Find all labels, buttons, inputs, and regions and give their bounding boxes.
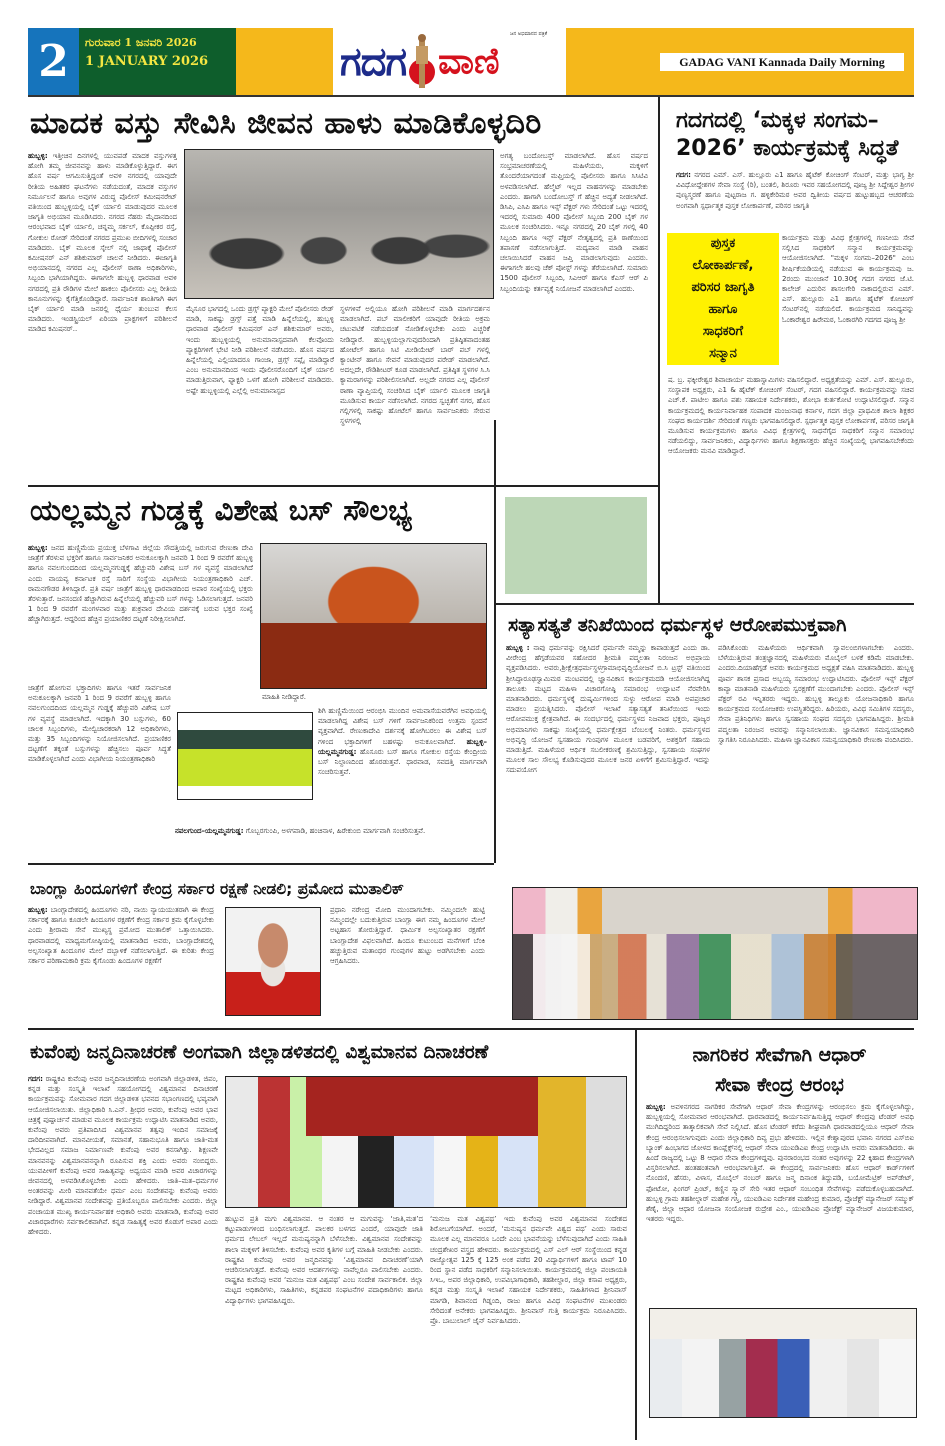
logo-vani-text: ವಾಣಿ [438,40,500,82]
column-rule [658,97,660,603]
article-text: ಇತ್ತೀಚಿನ ದಿನಗಳಲ್ಲಿ ಯುವಪಡೆ ಮಾದಕ ವಸ್ತುಗಳತ್ತ ಹೋಗಿ ತಮ್ಮ ಜೀವನವನ್ನು ಹಾಳು ಮಾಡಿಕೊಳ್ಳುತ್ತಿದ್ದಾರೆ. ಈಗ ಹೊಸ ವರ್ಷ ಆಗಮಿಸುತ್ತಿದ್ದಂತೆ ಅವಳಿ ನಗರದಲ್ಲಿ ಯಾವುದೇ ರೀತಿಯ ಅಹಿತಕರ ಘಟನೆಗಳು ನಡೆಯದಂತೆ, ಮಾದಕ ವಸ್ತುಗಳ ನಿರ್ಮೂಲನೆ ಹಾಗೂ ಅವುಗಳ ವಿರುದ್ಧ ಪೊಲೀಸ್ ಕಮೀಷನರೇಟ್ ವತಿಯಿಂದ ಹುಬ್ಬಳ್ಳಿಯಲ್ಲಿ ಬೈಕ್ ರ್ಯಾಲಿ ಮಾಡುವುದರ ಮೂಲಕ ಜಾಗೃತಿ ಅಭಿಯಾನ ಮೂಡಿಸಿದರು. ನಗರದ ನೆಹರು ಮೈದಾನದಿಂದ ಆರಂಭವಾದ ಬೈಕ್ ರ್ಯಾಲಿ, ಚನ್ನಮ್ಮ ಸರ್ಕಲ್, ಕೊಪ್ಪೀಕರ ರಸ್ತೆ, ಗೋಕುಲ ರೋಡ್ ಸೇರಿದಂತೆ ನಗರದ ಪ್ರಮುಖ ಬೀದಿಗಳಲ್ಲಿ ಸಂಚಾರ ಮಾಡಿದರು. ಬೈಕ್ ಮೂಲಕ ಸ್ಕೇಲ್ ನಲ್ಲಿ ಜಾಥಾಕ್ಕೆ ಪೊಲೀಸ್ ಕಮೀಷನರ್ ಎನ್ ಶಶಿಕುಮಾರ್ ಚಾಲನೆ ನೀಡಿದರು. ಈಜಾಗೃತಿ ಅಭಿಯಾನದಲ್ಲಿ ನಗರದ ಎಲ್ಲ ಪೊಲೀಸ್ ಠಾಣಾ ಅಧಿಕಾರಿಗಳು, ಸಿಬ್ಬಂದಿ ಭಾಗಿಯಾಗಿದ್ದರು. ಈಗಾಗಲೇ ಹುಬ್ಬಳ್ಳಿ ಧಾರವಾಡ ಅವಳಿ ನಗರದಲ್ಲಿ ಪ್ರತಿ ರೌಡಿಗಳ ಮೇಲೆ ಹಾಕಲು ಪೊಲೀಸರು ಎಲ್ಲ ರೀತಿಯ ಕಾನೂನುಗಳನ್ನು ಕೈಗೆತ್ತಿಕೊಂಡಿದ್ದಾರೆ. ಸಾರ್ವಜನಿಕ ಶಾಂತಿಗಾಗಿ ಈಗ ಬೈಕ್ ರ್ಯಾಲಿ ಮಾಡಿ ಜನರಲ್ಲಿ ಧೈರ್ಯ ತುಂಬುವ ಕೆಲಸ ಮಾಡಿದರು. ಇಂಡಸ್ಟ್ರಿಯಲ್ ಏರಿಯಾ ಪ್ರಾಕ್ಟಗಳಿಗೆ ಪರಿಶೀಲನೆ ಮಾಡಿದ ಕಮಿಷನರ್.. [28,152,177,334]
yallamma-col-1b: ಜಾತ್ರೆಗೆ ಹೋಗುವ ಭಕ್ತಾದಿಗಳು ಹಾಗೂ ಇತರೆ ಸಾರ್ವಜನಿಕ ಅನುಕೂಲಕ್ಕಾಗಿ ಜನವರಿ 1 ರಿಂದ 9 ರವರೆಗೆ ಹುಬ್ಬಳ್ಳಿ ಹಾಗೂ ನವಲಗುಂದದಿಂದ ಯಲ್ಲಮ್ಮನ ಗುಡ್ಡಕ್ಕೆ ಹೆಚ್ಚುವರಿ ವಿಶೇಷ ಬಸ್ ಗಳ ವ್ಯವಸ್ಥೆ ಮಾಡಲಾಗಿದೆ. ಇದಕ್ಕಾಗಿ 30 ಬಸ್ಸುಗಳು, 60 ಚಾಲಕ ಸಿಬ್ಬಂದಿಗಳು, ಮೇಲ್ವಿಚಾರಕರಾಗಿ 12 ಅಧಿಕಾರಿಗಳು, ಮತ್ತು 35 ಸಿಬ್ಬಂದಿಗಳನ್ನು ನಿಯೋಜಿಸಲಾಗಿದೆ. ಪ್ರಯಾಣಿಕರ ದಟ್ಟಣೆಗೆ ತಕ್ಕಂತೆ ಬಸ್ಸುಗಳನ್ನು ಹೆಚ್ಚಿಸಲು ಪೂರ್ವ ಸಿದ್ಧತೆ ಮಾಡಿಕೊಳ್ಳಲಾಗಿದೆ ಎಂದು ವಿಭಾಗೀಯ ನಿಯಂತ್ರಣಾಧಿಕಾರಿ [28,684,171,764]
highlight-line: ಹಾಗೂ [708,302,738,317]
article-text: ಗೊಬ್ಬರಗುಂಪಿ, ಅಳಗವಾಡಿ, ಹಂಚಿನಾಳ, ಹಿರೇಕುಂಬಿ ಮಾರ್ಗವಾಗಿ ಸಂಚರಿಸುತ್ತವೆ. [245,827,426,835]
dateline: ಹುಬ್ಬಳ್ಳಿ : [506,644,530,652]
aadhar-body [646,1102,914,1302]
advertisement-placeholder [505,497,647,594]
route-label: ನವಲಗುಂದ–ಯಲ್ಲಮ್ಮನಗುಡ್ಡ: [175,827,244,835]
kuvempu-col-1 [28,1074,218,1440]
dateline: ಹುಬ್ಬಳ್ಳಿ: [646,1103,666,1111]
section-rule [494,603,914,605]
headline-makkala-sangama [676,107,898,163]
makkala-rest: ಷ. ಬ್ರ. ಫಕ್ಕೀರೇಶ್ವರ ಶಿವಾಚಾರ್ಯ ಮಹಾಸ್ವಾಮಿಗಳು ವಹಿಸಲಿದ್ದಾರೆ. ಅಧ್ಯಕ್ಷತೆಯನ್ನು ಎಮ್. ಎಸ್. ಹುಲ್ಲೂರು, ಸಂಸ್ಥಾಪಕ ಅಧ್ಯಕ್ಷರು, ಎ1 & ಹೈಟೆಕ್ ಕೋಚಿಂಗ್ ಸೆಂಟರ್, ಗದಗ ವಹಿಸಲಿದ್ದಾರೆ. ಕಾರ್ಯಕ್ರಮವನ್ನು ಸಚಿವ ಎಚ್.ಕೆ. ಪಾಟೀಲ ಹಾಗೂ ಪಶು ಸಹಾಯಕ ನಿರ್ದೇಶಕರು, ಶೋಭಾ ಕುರ್ತಕೋಟಿ ಉದ್ಘಾಟಿಸಲಿದ್ದಾರೆ. ಸನ್ಮಾನ ಕಾರ್ಯಕ್ರಮದಲ್ಲಿ ಕಾರ್ಯನಿರ್ವಾಹಕ ಸಂಪಾದಕ ಮಂಜುನಾಥ ಕರ್ನಾಳ, ಗದಗ ಜಿಲ್ಲಾ ಪ್ರಾಥಮಿಕ ಶಾಲಾ ಶಿಕ್ಷಕರ ಸಂಘದ ಕಾರ್ಯದರ್ಶಿ ಸೇರಿದಂತೆ ಗಣ್ಯರು ಭಾಗವಹಿಸಲಿದ್ದಾರೆ. ಸ್ಪರ್ಧಾತ್ಮಕ ಪುಸ್ತಕ ಲೋಕಾರ್ಪಣೆ, ಪರಿಸರ ಜಾಗೃತಿ ಮೂಡಿಸುವ ಕಾರ್ಯಕ್ರಮಗಳು ಹಾಗೂ ವಿವಿಧ ಕ್ಷೇತ್ರಗಳಲ್ಲಿ ಸಾಧನೆಗೈದ ಸಾಧಕರಿಗೆ ಸನ್ಮಾನ ಸಮಾರಂಭ ನಡೆಯಲಿದ್ದು, ಸಾರ್ವಜನಿಕರು, ವಿದ್ಯಾರ್ಥಿಗಳು ಹಾಗೂ ಶಿಕ್ಷಣಾಸಕ್ತರು ಹೆಚ್ಚಿನ ಸಂಖ್ಯೆಯಲ್ಲಿ ಭಾಗವಹಿಸಬೇಕೆಂದು ಆಯೋಜಕರು ಮನವಿ ಮಾಡಿದ್ದಾರೆ. [668,376,914,456]
dharmasthala-col-2: ಪಡಿಸಿಕೊಂಡು ಮಹಿಳೆಯರು ಆರ್ಥಿಕವಾಗಿ ಸ್ವಾವಲಂಬಿಗಳಾಗಬೇಕು ಎಂದರು. ಬೆಳೆಯುತ್ತಿರುವ ತಂತ್ರಜ್ಞಾನದಲ್ಲಿ ಮಹಿಳೆಯರು ಮೊಬೈಲ್ ಬಳಕೆ ಕಡಿಮೆ ಮಾಡಬೇಕು. ಎಂದರು.ದಿಯಾಹೆಗ್ಗಡೆ ಅವರು ಕಾರ್ಯಕ್ರಮದ ಅಧ್ಯಕ್ಷತೆ ವಹಿಸಿ ಮಾತನಾಡಿದರು. ಹುಬ್ಬಳ್ಳಿ ಪೂರ್ವ ಶಾಸಕ ಪ್ರಸಾದ ಅಬ್ಬಯ್ಯ ಸಮಾರಂಭ ಉದ್ಘಾಟಿಸಿದರು. ಪೊಲೀಸ್ ಇನ್ಸ್ ಪೆಕ್ಟರ್ ಕಾವ್ಯಾ ಮಾತನಾಡಿ ಮಹಿಳೆಯರು ಸ್ವರಕ್ಷಣೆಗೆ ಮುಂದಾಗಬೇಕು ಎಂದರು. ಪೊಲೀಸ್ ಇನ್ಸ್ ಪೆಕ್ಟರ್ ರವಿ ಇನ್ನಿತರರು ಇದ್ದರು. ಹುಬ್ಬಳ್ಳಿ ತಾಲ್ಲೂಕು ಯೋಜನಾಧಿಕಾರಿ ಹಾಗೂ ಕಾರ್ಯಕ್ರಮದ ಸಂಯೋಜಕರು ಉಪಸ್ಥಿತರಿದ್ದರು. ಹಿರಿಯರು, ವಿವಿಧ ಸಮಿತಿಗಳ ಸದಸ್ಯರು, ಸೇವಾ ಪ್ರತಿನಿಧಿಗಳು ಹಾಗೂ ಸ್ವಸಹಾಯ ಸಂಘದ ಸದಸ್ಯರು ಭಾಗವಹಿಸಿದ್ದರು. ಶ್ರೀಮತಿ ಪದ್ಮಲತಾ ನಿರಂಜನ ಅವರನ್ನು ಸನ್ಮಾನಿಸಲಾಯಿತು. ಜ್ಞಾನವಿಕಾಸ ಸಮನ್ವಯಾಧಿಕಾರಿ ಸ್ವಾಗತಿಸಿ ನಿರೂಪಿಸಿದರು. ಮಹಿಳಾ ಜ್ಞಾನವಿಕಾಸ ಸಮನ್ವಯಾಧಿಕಾರಿ ರೇಣುಕಾ ವಂದಿಸಿದರು. [718,644,914,744]
highlight-line: ಲೋಕಾರ್ಪಣೆ, [692,258,754,273]
makkala-side: ಕಾರ್ಯಕ್ರಮ ಮತ್ತು ವಿವಿಧ ಕ್ಷೇತ್ರಗಳಲ್ಲಿ ಗಣನೀಯ ಸೇವೆ ಸಲ್ಲಿಸಿದ ಸಾಧಕರಿಗೆ ಸನ್ಮಾನ ಕಾರ್ಯಕ್ರಮವನ್ನು ಆಯೋಜಿಸಲಾಗಿದೆ. "ಮಕ್ಕಳ ಸಂಗಮ–2026" ಎಂಬ ಶೀರ್ಷಿಕೆಯಡಿಯಲ್ಲಿ ನಡೆಯುವ ಈ ಕಾರ್ಯಕ್ರಮವು ಜ. 2ರಂದು ಮುಂಜಾನೆ 10.30ಕ್ಕೆ ಗದಗ ನಗರದ ಜೆ.ಟಿ. ಕಾಲೇಜ್ ಎದುರಿನ ಶಾಸಲಗೇರಿ ನಾಕಾದಲ್ಲಿರುವ ಎಮ್. ಎಸ್. ಹುಲ್ಲೂರು ಎ1 ಹಾಗೂ ಹೈಟೆಕ್ ಕೋಚಿಂಗ್ ಸೆಂಟರ್‌ನಲ್ಲಿ ನಡೆಯಲಿದೆ. ಕಾರ್ಯಕ್ರಮದ ಸಾನಿಧ್ಯವನ್ನು ಓಂಕಾರೇಶ್ವರ ಹಿರೇಮಠ, ಓಂಕಾರಗಿರಿ ಗದಗದ ಪೂಜ್ಯ ಶ್ರೀ [782,234,914,324]
article-text: ಬಾಂಗ್ಲಾದೇಶದಲ್ಲಿ ಹಿಂದೂಗಳು ನರಿ, ನಾಯಿ ನ್ಯಾಯಯುತರಾಗಿ ಈ ಕೇಂದ್ರ ಸರ್ಕಾರಕ್ಕೆ ಹಾಗೂ ಕೂಡಲೇ ಹಿಂದೂಗಳ ರಕ್ಷಣೆಗೆ ಕೇಂದ್ರ ಸರ್ಕಾರ ಕ್ರಮ ಕೈಗೊಳ್ಳಬೇಕು ಎಂದು ಶ್ರೀರಾಮ ಸೇನೆ ಮುಖ್ಯಸ್ಥ ಪ್ರಮೋದ ಮುತಾಲಿಕ್ ಒತ್ತಾಯಿಸಿದರು. ಧಾರವಾಡದಲ್ಲಿ ಮಾಧ್ಯಮಗೋಷ್ಠಿಯಲ್ಲಿ ಮಾತನಾಡಿದ ಅವರು, ಬಾಂಗ್ಲಾದೇಶದಲ್ಲಿ ಅಲ್ಪಸಂಖ್ಯಾತ ಹಿಂದೂಗಳ ಮೇಲೆ ದಬ್ಬಾಳಿಕೆ ನಡೆಸಲಾಗುತ್ತಿದೆ. ಈ ಕುರಿತು ಕೇಂದ್ರ ಸರ್ಕಾರ ಪರಿಣಾಮಕಾರಿ ಕ್ರಮ ಕೈಗೊಂಡು ಹಿಂದೂಗಳ ರಕ್ಷಣೆಗೆ [28,906,214,966]
page-number: 2 [28,28,79,95]
dateline: ಹುಬ್ಬಳ್ಳಿ: [28,544,48,552]
drugs-col-1 [28,151,177,451]
headline-bangla-hindus: ಬಾಂಗ್ಲಾ ಹಿಂದೂಗಳಿಗೆ ಕೇಂದ್ರ ಸರ್ಕಾರ ರಕ್ಷಣೆ ನೀಡಲಿ; ಪ್ರಮೋದ ಮುತಾಲಿಕ್ [30,880,404,898]
statue-icon [408,32,436,92]
headline-yallamma-bus: ಯಲ್ಲಮ್ಮನ ಗುಡ್ಡಕ್ಕೆ ವಿಶೇಷ ಬಸ್ ಸೌಲಭ್ಯ [30,493,413,527]
headline-line: ಗದಗದಲ್ಲಿ ‘ಮಕ್ಕಳ ಸಂಗಮ– [676,108,879,133]
date-kannada: ಗುರುವಾರ 1 ಜನವರಿ 2026 [85,36,197,49]
dateline: ಗದಗ: [676,171,691,179]
photo-caption: ಮಾಹಿತಿ ನೀಡಿದ್ದಾರೆ. [262,693,307,701]
drugs-col-4: ಅಗತ್ಯ ಬಂದೋಬಸ್ತ್ ಮಾಡಲಾಗಿದೆ. ಹೊಸ ವರ್ಷದ ಸಂಭ್ರಮಾಚರಣೆಯಲ್ಲಿ ಮಹಿಳೆಯರು, ಮಕ್ಕಳಿಗೆ ತೊಂದರೆಯಾಗದಂತೆ ಮಫ್ತಿಯಲ್ಲಿ ಪೊಲೀಸರು ಹಾಗೂ ಸಿಸಿಟಿವಿ ಅಳವಡಿಸಲಾಗಿದೆ. ಹೆಲ್ಮೆಟ್ ಇಲ್ಲದ ವಾಹನಗಳನ್ನು ಮಾಡಬೇಕು ಎಂದರು. ಹಾಗಾಗಿ ಬಂದೋಬಸ್ತ್ ಗೆ ಹೆಚ್ಚಿನ ಅದ್ಯತೆ ನೀಡಲಾಗಿದೆ. ಡಿಸಿಪಿ, ಎಸಿಪಿ ಹಾಗೂ ಇನ್ಸ್ ಪೆಕ್ಟರ್ ಗಳು ಸೇರಿದಂತೆ ಒಟ್ಟು ಇದರಲ್ಲಿ ಇದರಲ್ಲಿ ಸುಮಾರು 400 ಪೊಲೀಸ್ ಸಿಬ್ಬಂದಿ 200 ಬೈಕ್ ಗಳ ಮೂಲಕ ಸಂಚರಿಸಿದರು. ಇನ್ನೂ ನಗರದಲ್ಲಿ 20 ಬೈಕ್ ಗಳಲ್ಲಿ 40 ಸಿಬ್ಬಂದಿ ಹಾಗೂ ಇನ್ಸ್ ಪೆಕ್ಟರ್ ನೇತೃತ್ವದಲ್ಲಿ ಪ್ರತಿ ಠಾಣೆಯಿಂದ ತಪಾಸಣೆ ನಡೆಸಲಾಗುತ್ತಿದೆ. ಮದ್ಯಪಾನ ಮಾಡಿ ವಾಹನ ಚಲಾಯಿಸಿದರೆ ವಾಹನ ಜಪ್ತಿ ಮಾಡಲಾಗುವುದು ಎಂದರು. ಈಗಾಗಲೇ ಹಲವು ಚೆಕ್ ಪೋಸ್ಟ್ ಗಳನ್ನು ತೆರೆಯಲಾಗಿದೆ. ಸುಮಾರು 1500 ಪೊಲೀಸ್ ಸಿಬ್ಬಂದಿ, ಸಿಎಆರ್ ಹಾಗೂ ಕೆಎಸ್ ಆರ್ ಪಿ ಸಿಬ್ಬಂದಿಯನ್ನು ಕರ್ತವ್ಯಕ್ಕೆ ನಿಯೋಜನೆ ಮಾಡಲಾಗಿದೆ ಎಂದರು. [500,152,648,293]
route-label: ಹುಬ್ಬಳ್ಳಿ–ಯಲ್ಲಮ್ಮನಗುಡ್ಡ: [318,737,487,756]
photo-kuvempu-event [225,1076,627,1208]
logo-gadaga-text: ಗದಗ [340,38,407,85]
section-rule [28,485,494,487]
headline-line: ಸೇವಾ ಕೇಂದ್ರ ಆರಂಭ [715,1074,844,1096]
kuvempu-col-2: ಹುಟ್ಟುವ ಪ್ರತಿ ಮಗು ವಿಶ್ವಮಾನವ. ಆ ನಂತರ ಆ ಮಗುವನ್ನು ‘ಜಾತಿ,ಮತ’ದ ಕಟ್ಟುಪಾಡುಗಳಿಂದ ಬಂಧಿಸಲಾಗುತ್ತದೆ. ಪಾಲಕರ ಬಳಗದ ಎಂದರೆ, ಯಾವುದೇ ಜಾತಿ ಧರ್ಮದ ಲೇಬಲ್ ಇಲ್ಲದೆ ಮನುಷ್ಯನನ್ನಾಗಿ ಬೆಳೆಸಬೇಕು. ವಿಶ್ವಮಾನವ ಸಂದೇಶವನ್ನು ಶಾಲಾ ಮಕ್ಕಳಿಗೆ ತಿಳಿಸಬೇಕು. ಕುವೆಂಪು ಅವರ ಕೃತಿಗಳ ಬಗ್ಗೆ ಮಾಹಿತಿ ನೀಡಬೇಕು ಎಂದರು. ರಾಷ್ಟ್ರಕವಿ ಕುವೆಂಪು ಅವರ ಜನ್ಮದಿನವನ್ನು ‘ವಿಶ್ವಮಾನವ ದಿನಾಚರಣೆ’ಯಾಗಿ ಆಚರಿಸಲಾಗುತ್ತದೆ. ಕುವೆಂಪು ಅವರ ಆದರ್ಶಗಳನ್ನು ನಾವೆಲ್ಲರೂ ಪಾಲಿಸಬೇಕು ಎಂದರು. ರಾಷ್ಟ್ರಕವಿ ಕುವೆಂಪು ಅವರ ‘ಮನುಜ ಮತ ವಿಶ್ವಪಥ’ ಎಂಬ ಸಂದೇಶ ಸಾರ್ವಕಾಲಿಕ. ಜಿಲ್ಲಾ ಮಟ್ಟದ ಅಧಿಕಾರಿಗಳು, ಸಾಹಿತಿಗಳು, ಕನ್ನಡಪರ ಸಂಘಟನೆಗಳ ಪದಾಧಿಕಾರಿಗಳು ಹಾಗೂ ವಿದ್ಯಾರ್ಥಿಗಳು ಭಾಗವಹಿಸಿದ್ದರು. [225,1215,423,1305]
column-rule [494,420,496,485]
photo-bus [177,712,313,800]
article-text: ಹೊಸೂರು ಬಸ್ ಹಾಗೂ ಗೋಕುಲ ರಸ್ತೆಯ ಕೇಂದ್ರೀಯ ಬಸ್ ನಿಲ್ದಾಣದಿಂದ ಹೊರಡುತ್ತವೆ. ಧಾರವಾಡ, ಸವದತ್ತಿ ಮಾರ್ಗವಾಗಿ ಸಂಚರಿಸುತ್ತವೆ. [318,747,487,777]
makkala-lead [676,170,914,232]
article-text: ಜನದ ಹುಣ್ಣಿಮೆಯ ಪ್ರಯುಕ್ತ ಬೆಳಗಾವಿ ಜಿಲ್ಲೆಯ ಸೌದತ್ತಿಯಲ್ಲಿ ಜರುಗುವ ರೇಣುಕಾ ದೇವಿ ಜಾತ್ರೆಗೆ ತೆರಳುವ ಭಕ್ತರಿಗೆ ಹಾಗೂ ಸಾರ್ವಜನಿಕರ ಅನುಕೂಲಕ್ಕಾಗಿ ಜನವರಿ 1 ರಿಂದ 9 ರವರೆಗೆ ಹುಬ್ಬಳ್ಳಿ ಹಾಗೂ ನವಲಗುಂದದಿಂದ ಯಲ್ಲಮ್ಮನಗುಡ್ಡಕ್ಕೆ ಹೆಚ್ಚುವರಿ ವಿಶೇಷ ಬಸ್ ಗಳ ವ್ಯವಸ್ಥೆ ಮಾಡಲಾಗಿದೆ ಎಂದು ವಾಯವ್ಯ ಕರ್ನಾಟಕ ರಸ್ತೆ ಸಾರಿಗೆ ಸಂಸ್ಥೆಯ ವಿಭಾಗೀಯ ನಿಯಂತ್ರಣಾಧಿಕಾರಿ ಎಚ್. ರಾಮನಗೌಡರ ತಿಳಿಸಿದ್ದಾರೆ. ಪ್ರತಿ ವರ್ಷ ಜಾತ್ರೆಗೆ ಹುಬ್ಬಳ್ಳಿ ಧಾರವಾಡದಿಂದ ಅಪಾರ ಸಂಖ್ಯೆಯಲ್ಲಿ ಭಕ್ತರು ತೆರಳುತ್ತಾರೆ. ಜನಸಂದಣಿ ಹೆಚ್ಚಾಗಿರುವ ಹಿನ್ನೆಲೆಯಲ್ಲಿ ಹೆಚ್ಚುವರಿ ಬಸ್ ಗಳನ್ನು ಓಡಿಸಲಾಗುತ್ತದೆ. ಜನವರಿ 1 ರಿಂದ 9 ರವರೆಗೆ ಮಂಗಳವಾರ ಮತ್ತು ಶುಕ್ರವಾರ ದೇವಿಯ ದರ್ಶನಕ್ಕೆ ಬರುವ ಭಕ್ತರ ಸಂಖ್ಯೆ ಹೆಚ್ಚಾಗಿರುತ್ತದೆ. ಆದ್ದರಿಂದ ಹೆಚ್ಚಿನ ಪ್ರಯಾಣಿಕರ ದಟ್ಟಣೆ ನಿರೀಕ್ಷಿಸಲಾಗಿದೆ. [28,544,253,624]
highlight-box [667,233,779,365]
article-text: ಅವಳಿನಗರದ ನಾಗರಿಕರ ಸೇವೆಗಾಗಿ ಆಧಾರ್ ಸೇವಾ ಕೇಂದ್ರಗಳನ್ನು ಆರಂಭಿಸಲು ಕ್ರಮ ಕೈಗೊಳ್ಳಲಾಗಿದ್ದು, ಹುಬ್ಬಳ್ಳಿಯಲ್ಲಿ ಸೋಮವಾರ ಆರಂಭವಾಗಿದೆ. ಧಾರವಾಡದಲ್ಲಿ ಕಾರ್ಯನಿರ್ವಹಿಸುತ್ತಿದ್ದ ಆಧಾರ್ ಕೇಂದ್ರವು ಟೆಂಡರ್ ಅವಧಿ ಮುಗಿದಿದ್ದರಿಂದ ತಾತ್ಕಾಲಿಕವಾಗಿ ಸೇವೆ ನಿಲ್ಲಿಸಿದೆ. ಹೊಸ ಟೆಂಡರ್ ಕರೆದು ಶೀಘ್ರವಾಗಿ ಧಾರವಾಡದಲ್ಲಿಯೂ ಆಧಾರ್ ಸೇವಾ ಕೇಂದ್ರ ಆರಂಭಿಸಲಾಗುವುದು ಎಂದು ಜಿಲ್ಲಾಧಿಕಾರಿ ದಿವ್ಯ ಪ್ರಭು ಹೇಳಿದರು. ಇಲ್ಲಿನ ಕೇಶ್ವಾಪುರದ ಭವಾನಿ ನಗರದ ಎಸ್‌ಬಿಐ ಬ್ಯಾಂಕ್ ಹಿಂಭಾಗದ ಜೋಳದ ಕಾಂಪ್ಲೆಕ್ಸ್‌ನಲ್ಲಿ ಆಧಾರ್ ಸೇವಾ ಯುಐಡಿಎಐ ಕೇಂದ್ರ ಉದ್ಘಾಟಿಸಿ ಅವರು ಮಾತನಾಡಿದರು. ಈ ಹಿಂದೆ ರಾಜ್ಯದಲ್ಲಿ ಒಟ್ಟು 8 ಆಧಾರ ಸೇವಾ ಕೇಂದ್ರಗಳಿದ್ದವು. ಪುನರಾರಂಭದ ನಂತರ ಅವುಗಳನ್ನು 22 ಕ್ಕಿಹಾದ ಕೇಂದ್ರಗಳಾಗಿ ವಿಸ್ತರಿಸಲಾಗಿದೆ. ಹಂತಹಂತವಾಗಿ ಆರಂಭವಾಗುತ್ತಿವೆ. ಈ ಕೇಂದ್ರದಲ್ಲಿ ಸಾರ್ವಜನಿಕರು ಹೊಸ ಆಧಾರ್ ಕಾರ್ಡ್‌ಗಳಿಗೆ ನೊಂದಣಿ, ಹೆಸರು, ವಿಳಾಸ, ಮೊಬೈಲ್ ನಂಬರ್ ಹಾಗೂ ಜನ್ಮ ದಿನಾಂಕ ತಿದ್ದುಪಡಿ, ಬಯೋಮೆಟ್ರಿಕ್ ಅಪ್‌ಡೇಟ್, ಫೋಟೋ, ಫಿಂಗರ್ ಪ್ರಿಂಟ್, ಕಣ್ಣಿನ ಸ್ಕ್ಯಾನ್ ಸೇರಿ ಇತರ ಆಧಾರ್ ಸಂಬಂಧಿತ ಸೇವೆಗಳನ್ನು ಪಡೆದುಕೊಳ್ಳಬಹುದಾಗಿದೆ. ಹುಬ್ಬಳ್ಳಿ ಗ್ರಾಮ ತಹಶೀಲ್ದಾರ್ ಮಹೇಶ ಗಸ್ತಿ, ಯುಐಡಿಎಐ ನಿರ್ದೇಶಕ ಮಹೇಂದ್ರ ಕುಮಾರ, ಪ್ರೊಜೆಕ್ಟ್ ಮ್ಯಾನೇಜರ್ ಸಮ್ಮುಕ್ ಶೆಣೈ, ಜಿಲ್ಲಾ ಆಧಾರ ಯೋಜನಾ ಸಂಯೋಜಕ ರುದ್ರೇಶ ಎಂ., ಯುಐಡಿಎಐ ಪ್ರೊಜೆಕ್ಟ್ ಮ್ಯಾನೇಜರ್ ವಿಜಯಕುಮಾರ, ಇತರರು ಇದ್ದರು. [646,1103,914,1224]
section-rule [28,1028,914,1030]
kuvempu-col-3: ‘ಮನುಜ ಮತ ವಿಶ್ವಪಥ’ ಇದು ಕುವೆಂಪು ಅವರ ವಿಶ್ವಮಾನವ ಸಂದೇಶದ ಶಿರೋಬಗೆಯಾಗಿದೆ. ಅಂದರೆ, ‘ಮನುಷ್ಯನ ಧರ್ಮವೇ ವಿಶ್ವದ ಪಥ’ ಎಂದು ಸಾರುವ ಮೂಲಕ ಎಲ್ಲ ಮಾನವರೂ ಒಂದೇ ಎಂಬ ಭಾವನೆಯನ್ನು ಬೆಳೆಸುವುದಾಗಿದೆ ಎಂದು ಸಾಹಿತಿ ಚಂದ್ರಶೇಖರ ವಸ್ತ್ರದ ಹೇಳಿದರು. ಕಾರ್ಯಕ್ರಮದಲ್ಲಿ ಎಸ್ ಎಲ್ ಆರ್ ಸಂಸ್ಥೆಯಿಂದ ಕನ್ನಡ ರಾಜ್ಯೋತ್ಸವ 125 ಕ್ಕೆ 125 ಅಂಕ ಪಡೆದ 20 ವಿದ್ಯಾರ್ಥಿಗಳಿಗೆ ಹಾಗೂ ಟಾಪ್ 10 ರಿಂದ ಸ್ಥಾನ ಪಡೆದ ಸಾಧಕರಿಗೆ ಸನ್ಮಾನಿಸಲಾಯಿತು. ಕಾರ್ಯಕ್ರಮದಲ್ಲಿ ಜಿಲ್ಲಾ ಪಂಚಾಯತಿ ಸಿಇಒ, ಅಪರ ಜಿಲ್ಲಾಧಿಕಾರಿ, ಉಪವಿಭಾಗಾಧಿಕಾರಿ, ತಹಶೀಲ್ದಾರ, ಜಿಲ್ಲಾ ಕಸಾಪ ಅಧ್ಯಕ್ಷರು, ಕನ್ನಡ ಮತ್ತು ಸಂಸ್ಕೃತಿ ಇಲಾಖೆ ಸಹಾಯಕ ನಿರ್ದೇಶಕರು, ಸಾಹಿತಿಗಳಾದ ಶ್ರೀನಿವಾಸ್ ಮಾಗಡಿ, ಶಿವಾನಂದ ಗಿಡ್ನಂದಿ, ರಾಜು ಹಾಗೂ ವಿವಿಧ ಸಂಘಟನೆಗಳ ಮುಖಂಡರು ಸೇರಿದಂತೆ ಅನೇಕರು ಭಾಗವಹಿಸಿದ್ದರು. ಶ್ರೀನಿವಾಸ್ ಗುತ್ತಿ ಕಾರ್ಯಕ್ರಮ ನಿರೂಪಿಸಿದರು. ಪ್ರೊ. ಬಾಬುಲಾಲ್ ಜೈನ್ ನಿರ್ವಹಿಸಿದರು. [430,1215,627,1326]
highlight-line: ಪರಿಸರ ಜಾಗೃತಿ [691,280,755,295]
highlight-line: ಸಾಧಕರಿಗೆ [702,324,744,339]
highlight-line: ಪುಸ್ತಕ [710,236,736,251]
section-rule [28,863,494,865]
date-english: 1 JANUARY 2026 [85,54,209,69]
article-text: ಶಿಗಿ ಹುಣ್ಣಿಮೆಯಿಂದ ಆರಂಭಿಸಿ ಮುಂದಿನ ಅಮವಾಸೆಯವರೆಗಿನ ಅವಧಿಯಲ್ಲಿ ಮಾಡಲಾಗಿದ್ದ ವಿಶೇಷ ಬಸ್ ಗಳಿಗೆ ಸಾರ್ವಜನಿಕರಿಂದ ಉತ್ತಮ ಸ್ಪಂದನೆ ವ್ಯಕ್ತವಾಗಿದೆ. ರೇಣುಕಾದೇವಿ ದರ್ಶನಕ್ಕೆ ಹೋಗಿಬರಲು ಈ ವಿಶೇಷ ಬಸ್ ಗಳಿಂದ ಭಕ್ತಾದಿಗಳಿಗೆ ಬಹಳಷ್ಟು ಅನುಕೂಲವಾಗಿದೆ. [318,707,487,746]
newspaper-logo [340,28,570,95]
headline-line: ನಾಗರಿಕರ ಸೇವೆಗಾಗಿ ಆಧಾರ್ [692,1044,867,1066]
photo-aadhar-center [649,1308,917,1418]
dateline: ಹುಬ್ಬಳ್ಳಿ: [28,906,48,914]
headline-aadhar [645,1040,914,1100]
dateline: ಗದಗ: [28,1075,43,1083]
headline-dharmasthala: ಸತ್ಯಾಸತ್ಯತೆ ತನಿಖೆಯಿಂದ ಧರ್ಮಸ್ಥಳ ಆರೋಪಮುಕ್ತವಾಗಿ [508,614,847,636]
masthead-band-left [236,28,333,95]
highlight-line: ಸನ್ಮಾನ [709,346,737,361]
masthead-rule [28,95,914,97]
photo-dharmasthala-event [512,887,918,1020]
headline-kuvempu: ಕುವೆಂಪು ಜನ್ಮದಿನಾಚರಣೆ ಅಂಗವಾಗಿ ಜಿಲ್ಲಾಡಳಿತದಲ್ಲಿ ವಿಶ್ವಮಾನವ ದಿನಾಚರಣೆ [30,1042,489,1063]
article-text: ರಾಷ್ಟ್ರಕವಿ ಕುವೆಂಪು ಅವರ ಜನ್ಮದಿನಾಚರಣೆಯ ಅಂಗವಾಗಿ ಜಿಲ್ಲಾಡಳಿತ, ಜಿಪಂ, ಕನ್ನಡ ಮತ್ತು ಸಂಸ್ಕೃತಿ ಇಲಾಖೆ ಸಹಯೋಗದಲ್ಲಿ ವಿಶ್ವಮಾನವ ದಿನಾಚರಣೆ ಕಾರ್ಯಕ್ರಮವನ್ನು ಸೋಮವಾರ ಗದಗ ಜಿಲ್ಲಾಡಳಿತ ಭವನದ ಸಭಾಂಗಣದಲ್ಲಿ ಭವ್ಯವಾಗಿ ಆಯೋಜಿಸಲಾಯಿತು. ಜಿಲ್ಲಾಧಿಕಾರಿ ಸಿ.ಎನ್. ಶ್ರೀಧರ ಅವರು, ಕುವೆಂಪು ಅವರ ಭಾವ ಚಿತ್ರಕ್ಕೆ ಪುಷ್ಪಾರ್ಚನೆ ಮಾಡುವ ಮೂಲಕ ಕಾರ್ಯಕ್ರಮ ಉದ್ಘಾಟಿಸಿ ಮಾತನಾಡಿದ ಅವರು, ಕುವೆಂಪು ಅವರು ಪ್ರತಿಪಾದಿಸಿದ ವಿಶ್ವಮಾನವ ತತ್ವವು ಇಂದಿನ ಸಮಾಜಕ್ಕೆ ದಾರಿದೀಪವಾಗಿದೆ. ಮಾನವೀಯತೆ, ಸಮಾನತೆ, ಸಹಾನುಭೂತಿ ಹಾಗೂ ಜಾತಿ-ಮತ ಭೇದವಿಲ್ಲದ ಸಮಾಜ ನಿರ್ಮಾಣವೇ ಕುವೆಂಪು ಅವರ ಕನಸಾಗಿತ್ತು. ಶಿಕ್ಷಣವೇ ಮಾನವನನ್ನು ವಿಶ್ವಮಾನವನನ್ನಾಗಿ ರೂಪಿಸುವ ಶಕ್ತಿ ಎಂದು ಅವರು ನಂಬಿದ್ದರು. ಯುವಪೀಳಿಗೆ ಕುವೆಂಪು ಅವರ ಸಾಹಿತ್ಯವನ್ನು ಅಧ್ಯಯನ ಮಾಡಿ ಅವರ ವಿಚಾರಗಳನ್ನು ಜೀವನದಲ್ಲಿ ಅಳವಡಿಸಿಕೊಳ್ಳಬೇಕು ಎಂದು ಹೇಳಿದರು. ಜಾತಿ–ಮತ–ಧರ್ಮಗಳ ಅಂತರವನ್ನು ಮೀರಿ ಮಾನವತೆಯೇ ಧರ್ಮ ಎಂಬ ಸಂದೇಶವನ್ನು ಕುವೆಂಪು ಅವರು ನೀಡಿದ್ದಾರೆ. ವಿಶ್ವಮಾನವ ಸಂದೇಶವನ್ನು ಪ್ರತಿಯೊಬ್ಬರೂ ಪಾಲಿಸಬೇಕು ಎಂದರು. ಜಿಲ್ಲಾ ಪಂಚಾಯತ ಮುಖ್ಯ ಕಾರ್ಯನಿರ್ವಾಹಕ ಅಧಿಕಾರಿ ಅವರು ಮಾತನಾಡಿ, ಕುವೆಂಪು ಅವರ ವಿಚಾರಧಾರೆಗಳು ಸರ್ವಕಾಲಿಕವಾಗಿವೆ. ಕನ್ನಡ ಸಾಹಿತ್ಯಕ್ಕೆ ಅವರ ಕೊಡುಗೆ ಅಪಾರ ಎಂದು ಹೇಳಿದರು. [28,1075,218,1237]
drugs-col-2: ಮೈಸೂರ ಭಾಗದಲ್ಲಿ ಒಂದು ಡ್ರಗ್ಸ್ ಪ್ಯಾಕ್ಟರಿ ಮೇಲೆ ಪೊಲೀಸರು ರೇಡ್ ಮಾಡಿ, ಸಾಕಷ್ಟು ಡ್ರಗ್ಸ್ ಪತ್ತೆ ಮಾಡಿ ಹಿನ್ನೆಲೆಯಲ್ಲಿ, ಹುಬ್ಬಳ್ಳಿ ಧಾರವಾಡ ಪೊಲೀಸ್ ಕಮಿಷನರ್ ಎನ್ ಶಶಿಕುಮಾರ್ ಅವರು, ಇಂದು ಹುಬ್ಬಳ್ಳಿಯಲ್ಲಿ ಅನುಮಾನಾಸ್ಪದವಾಗಿ ಕೆಲವೊಂದು ಪ್ಯಾಕ್ಟರಿಗಳಿಗೆ ಭೇಟಿ ನೀಡಿ ಪರಿಶೀಲನೆ ನಡೆಸಿದರು. ಹೊಸ ವರ್ಷದ ಹಿನ್ನೆಲೆಯಲ್ಲಿ ಎಲ್ಲಿಯಾದರೂ ಗಾಂಜಾ, ಡ್ರಗ್ಸ್ ಸಪ್ಲೈ ಮಾಡಿದ್ದಾರೆ ಎಂಬ ಅನುಮಾನದಿಂದ ಇಂದು ಪೊಲೀಸರೊಂದಿಗೆ ಬೈಕ್ ರ್ಯಾಲಿ ಮಾಡುತ್ತಿರುವಾಗ, ಫ್ಯಾಕ್ಟರಿ ಒಳಗೆ ಹೋಗಿ ಪರಿಶೀಲನೆ ಮಾಡಿದರು. ಅಷ್ಟೇ ಹುಬ್ಬಳ್ಳಿಯಲ್ಲಿ ಎಲ್ಲೆಲ್ಲಿ ಅನುಮಾನಾಸ್ಪದ [186,305,334,395]
logo-tagline: ಜನ ಅಭಿಮಾನದ ಪತ್ರಿಕೆ [510,31,548,37]
bangla-col-2: ಪ್ರಧಾನಿ ನರೇಂದ್ರ ಮೋದಿ ಮುಂದಾಗಬೇಕು. ನಮ್ಮಿಂದಲೇ ಹುಟ್ಟಿ ನಮ್ಮಿಂದಲ್ಲೇ ಬದುಕುತ್ತಿರುವ ಬಾಂಗ್ಲಾ ಈಗ ನಮ್ಮ ಹಿಂದೂಗಳ ಮೇಲೆ ಅಟ್ಟಹಾಸ ತೋರುತ್ತಿದ್ದಾರೆ. ಧಾರ್ಮಿಕ ಅಲ್ಪಸಂಖ್ಯಾತರ ರಕ್ಷಣೆಗೆ ಬಾಂಗ್ಲಾದೇಶ ವಿಫಲವಾಗಿದೆ. ಹಿಂದೂ ಕುಟುಂಬದ ಮನೆಗಳಿಗೆ ಬೆಂಕಿ ಹಚ್ಚುತ್ತಿರುವ ಮತಾಂಧರ ಗುಂಪುಗಳ ಹುಟ್ಟು ಅಡಗಿಸಬೇಕು ಎಂದು ಆಗ್ರಹಿಸಿದರು. [330,906,485,966]
drugs-col-3: ಸ್ಥಳಗಳಿವೆ ಅಲ್ಲಿಯೂ ಹೋಗಿ ಪರಿಶೀಲನೆ ಮಾಡಿ ಮಾರ್ಗದರ್ಶನ ಮಾಡಲಾಗಿದೆ. ಪಬ್ ಮಾಲೀಕರಿಗೆ ಯಾವುದೇ ರೀತಿಯ ಅಕ್ರಮ ಚಟುವಟಿಕೆ ನಡೆಯದಂತೆ ನೋಡಿಕೊಳ್ಳಬೇಕು ಎಂದು ಎಚ್ಚರಿಕೆ ನೀಡಿದ್ದಾರೆ. ಹುಬ್ಬಳ್ಳಿಯಲ್ಲಾಗುವುದರಿಂದಾಗಿ ಪ್ರತಿಷ್ಠಿತವಾದಂತಹ ಹೋಟೆಲ್ ಹಾಗೂ ಸಿಟಿ ಮೀಡಿಯೇಟ್ ಬಾರ್ ಪಬ್ ಗಳಲ್ಲಿ ಕ್ಯಾಂಟೀನ್ ಹಾಗೂ ಸೇವನೆ ಮಾಡುವುದರ ಪರೇಡ್ ಮಾಡಲಾಗಿದೆ. ಅದಲ್ಲದೇ, ರೌಡಿಶೀಟರ್ ಕೂಡ ಮಾಡಲಾಗಿದೆ. ಪ್ರತಿಷ್ಠಿತ ಸ್ಥಳಗಳ ಸಿ.ಸಿ ಕ್ಯಾಮರಾಗಳನ್ನು ಪರಿಶೀಲಿಸಲಾಗಿದೆ. ಅಲ್ಲದೇ ನಗರದ ಎಲ್ಲ ಪೊಲೀಸ್ ಠಾಣಾ ವ್ಯಾಪ್ತಿಯಲ್ಲಿ ಸಂಚರಿಸಿದ ಬೈಕ್ ರ್ಯಾಲಿ ಮೂಲಕ ಜಾಗೃತಿ ಮೂಡಿಸುವ ಕಾರ್ಯ ನಡೆಸಲಾಗಿದೆ. ನಗರದ ಸ್ವಚ್ಛತೆಗೆ ನಗರ, ಹೊಸ ಗಲ್ಲಿಗಳಲ್ಲಿ ಸಾಕಷ್ಟು ಹೋಟೆಲ್ ಹಾಗೂ ಸಾರ್ವಜನಿಕರು ಸೇರುವ ಸ್ಥಳಗಳಲ್ಲಿ [340,305,490,426]
article-text: ನಗರದ ಎಮ್. ಎಸ್. ಹುಲ್ಲೂರು ಎ1 ಹಾಗೂ ಹೈಟೆಕ್ ಕೋಚಿಂಗ್ ಸೆಂಟರ್, ಮತ್ತು ಭಾಗ್ಯ ಶ್ರೀ ವಿವಿಧೋದ್ದೇಶಗಳ ಸೇವಾ ಸಂಸ್ಥೆ (ರಿ), ಬಂತಲಿ, ಶಿರೂರು ಇವರ ಸಹಯೋಗದಲ್ಲಿ ಪೂಜ್ಯ ಶ್ರೀ ಸಿದ್ದೇಶ್ವರ ಶ್ರೀಗಳ ಪುಣ್ಯಸ್ಮರಣೆ ಹಾಗೂ ಪುಟ್ಟರಾಜ ಗ. ಹಳ್ಳಿಕೇರಿಮಠ ಅವರ ದ್ವಿತೀಯ ವರ್ಷದ ಹುಟ್ಟುಹಬ್ಬದ ಆಚರಣೆಯ ಅಂಗವಾಗಿ ಸ್ಪರ್ಧಾತ್ಮಕ ಪುಸ್ತಕ ಲೋಕಾರ್ಪಣೆ, ಪರಿಸರ ಜಾಗೃತಿ [676,171,914,210]
masthead-tagline: GADAG VANI Kannada Daily Morning [660,53,904,71]
headline-drugs: ಮಾದಕ ವಸ್ತು ಸೇವಿಸಿ ಜೀವನ ಹಾಳು ಮಾಡಿಕೊಳ್ಳದಿರಿ [30,106,542,141]
yallamma-route-2 [175,826,487,848]
photo-police-bike-rally [184,149,494,299]
bangla-col-1 [28,905,214,1025]
yallamma-col-2 [318,706,487,822]
dharmasthala-col-1 [506,643,710,870]
column-rule [635,1030,637,1440]
dateline: ಹುಬ್ಬಳ್ಳಿ: [28,152,48,160]
yallamma-col-1 [28,543,253,679]
article-text: ನಾವು ಧರ್ಮವನ್ನು ರಕ್ಷಿಸಿದರೆ ಧರ್ಮವೇ ನಮ್ಮನ್ನು ಕಾಪಾಡುತ್ತದೆ ಎಂದು ಡಾ. ವೀರೇಂದ್ರ ಹೆಗ್ಗಡೆಯವರ ಸಹೋದರ ಶ್ರೀಮತಿ ಪದ್ಮಲತಾ ನಿರಂಜನ ಅಭಿಪ್ರಾಯ ವ್ಯಕ್ತಪಡಿಸಿದರು. ಅವರು,ಶ್ರೀಕ್ಷೇತ್ರಧರ್ಮಸ್ಥಳಗ್ರಾಮಾಭಿವೃದ್ಧಿಯೋಜನೆ ಬಿ.ಸಿ ಟ್ರಸ್ಟ್ ವತಿಯಿಂದ ಶ್ರೀಸಿದ್ಧಾರೂಢಸ್ವಾಮಿಮಠ ಮಂಟಪದಲ್ಲಿ ಜ್ಞಾನವಿಕಾಸ ಕಾರ್ಯಕ್ರಮದಡಿ ಆಯೋಜಿಸಲಾಗಿದ್ದ ತಾಲೂಕು ಮಟ್ಟದ ಮಹಿಳಾ ವಿಚಾರಗೋಷ್ಠಿ ಸಮಾರಂಭ ಉದ್ಘಾಟನೆ ನೆರವೇರಿಸಿ ಮಾತನಾಡಿದರು. ಧರ್ಮಸ್ಥಳಕ್ಕೆ ದುಷ್ಕರ್ಮಿಗಳಿಂದ ಸುಳ್ಳು ಆರೋಪ ಮಾಡಿ ಅಪಪ್ರಚಾರ ಮಾಡಲು ಪ್ರಯತ್ನಿಸಿದರು. ಪೊಲೀಸ್ ಇಲಾಖೆ ಸತ್ಯಾಸತ್ಯತೆ ತನಿಖೆಯಿಂದ ಇಂದು ಆರೋಪಮುಕ್ತ ಕ್ಷೇತ್ರವಾಗಿದೆ. ಈ ಸಂದರ್ಭದಲ್ಲಿ ಧರ್ಮಸ್ಥಳದ ನಿಜವಾದ ಭಕ್ತರು, ಪೂಜ್ಯರ ಅಭಿಮಾನಿಗಳು ಸಾಕಷ್ಟು ಸಂಖ್ಯೆಯಲ್ಲಿ ಧರ್ಮಕ್ಷೇತ್ರದ ಬೆಂಬಲಕ್ಕೆ ನಿಂತರು. ಧರ್ಮಸ್ಥಳದ ಅಭಿವೃದ್ಧಿ ಯೋಜನೆ ಸ್ವಸಹಾಯ ಗುಂಪುಗಳ ಮೂಲಕ ಬಡವರಿಗೆ, ಅಶಕ್ತರಿಗೆ ಸಹಾಯ ಮಾಡುತ್ತಿದೆ. ಮಹಿಳೆಯರ ಆರ್ಥಿಕ ಸಬಲೀಕರಣಕ್ಕೆ ಶ್ರಮಿಸುತ್ತಿದ್ದು, ಸ್ವಸಹಾಯ ಸಂಘಗಳ ಮೂಲಕ ಸಾಲ ಸೌಲಭ್ಯ ಕೊಡಿಸುವುದರ ಮೂಲಕ ಜನರ ಏಳಿಗೆಗೆ ಶ್ರಮಿಸುತ್ತಿದ್ದಾರೆ. ಇದನ್ನು ಸದುಪಯೋಗ [506,644,710,775]
photo-temple [260,543,487,689]
headline-line: 2026’ ಕಾರ್ಯಕ್ರಮಕ್ಕೆ ಸಿದ್ಧತೆ [676,136,899,161]
date-box [79,28,236,95]
section-rule [494,485,658,487]
column-rule [494,487,496,863]
photo-pramod-muthalik [225,907,321,1016]
